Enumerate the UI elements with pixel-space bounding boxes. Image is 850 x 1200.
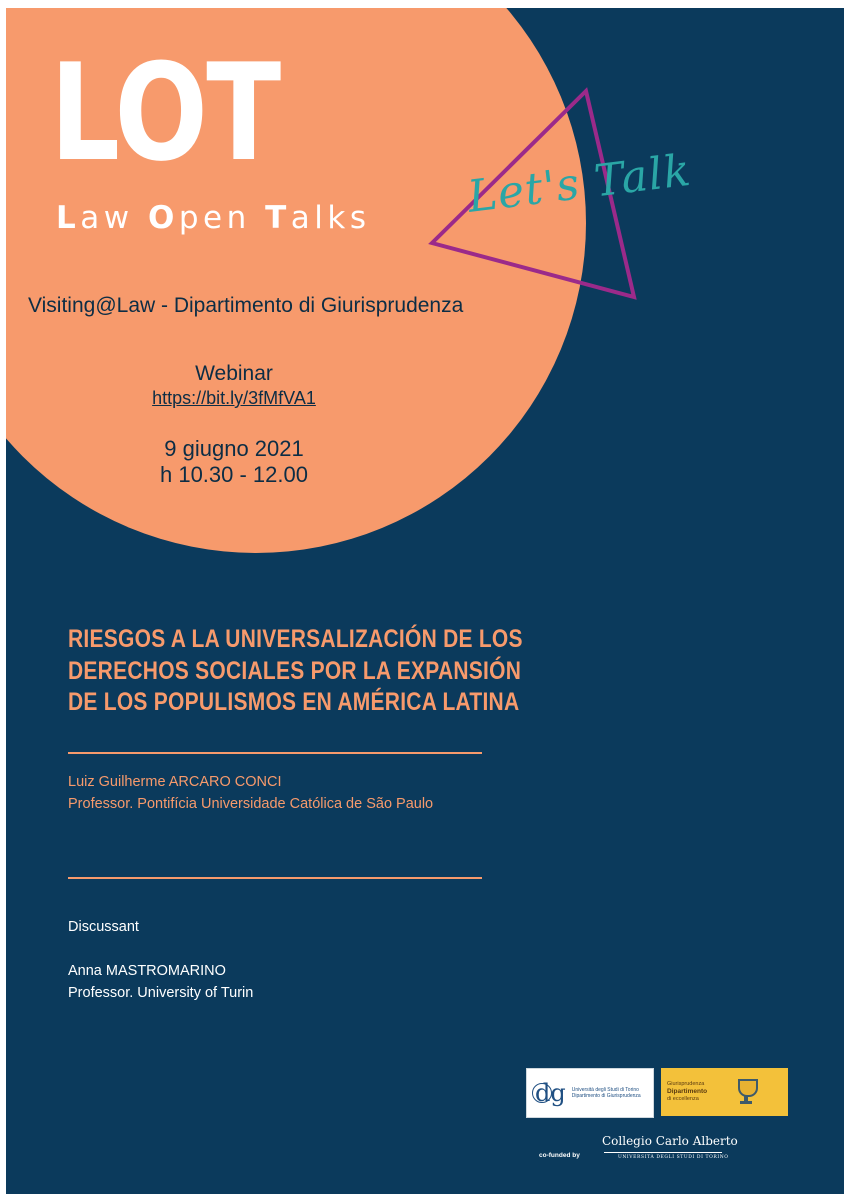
lets-talk-tagline: Let's Talk: [464, 144, 694, 223]
discussant-name: Anna MASTROMARINO: [68, 963, 226, 979]
dg-logo-text: Università degli Studi di Torino Dipartimento di Giurisprudenza: [571, 1087, 641, 1099]
event-date: 9 giugno 2021: [164, 436, 304, 461]
collegio-logo-subtitle: UNIVERSITÀ DEGLI STUDI DI TORINO: [618, 1155, 729, 1160]
excellence-logo: [661, 1068, 788, 1116]
event-time: h 10.30 - 12.00: [159, 462, 308, 487]
event-format: Webinar: [195, 362, 273, 385]
cofunded-label: co-funded by: [539, 1152, 580, 1159]
discussant-label: Discussant: [68, 919, 139, 935]
lot-logo: LOT: [50, 35, 280, 191]
talk-title-line: DE LOS POPULISMOS EN AMÉRICA LATINA: [68, 688, 520, 716]
organizer: Visiting@Law - Dipartimento di Giurisprudenza: [28, 294, 464, 317]
dg-logo: [526, 1068, 654, 1118]
dg-logo-mark: dg: [535, 1079, 566, 1107]
speaker-name: Luiz Guilherme ARCARO CONCI: [68, 774, 282, 790]
webinar-link[interactable]: https://bit.ly/3fMfVA1: [152, 388, 316, 408]
discussant-affiliation: Professor. University of Turin: [68, 985, 254, 1001]
collegio-logo: Collegio Carlo Alberto: [602, 1134, 738, 1148]
poster: [6, 8, 844, 1194]
talk-title: [68, 624, 523, 719]
speaker-affiliation: Professor. Pontifícia Universidade Católica de São Paulo: [68, 796, 434, 812]
lot-subtitle: Law Open Talks: [56, 200, 371, 236]
talk-title-line: DERECHOS SOCIALES POR LA EXPANSIÓN: [68, 656, 522, 685]
divider: [68, 877, 482, 879]
collegio-logo-rule: [604, 1152, 722, 1153]
excellence-logo-text: Giurisprudenza Dipartimento di eccellenza: [667, 1081, 708, 1102]
divider: [68, 752, 482, 754]
talk-title-line: RIESGOS A LA UNIVERSALIZACIÓN DE LOS: [68, 625, 523, 653]
trophy-icon: [735, 1079, 757, 1105]
